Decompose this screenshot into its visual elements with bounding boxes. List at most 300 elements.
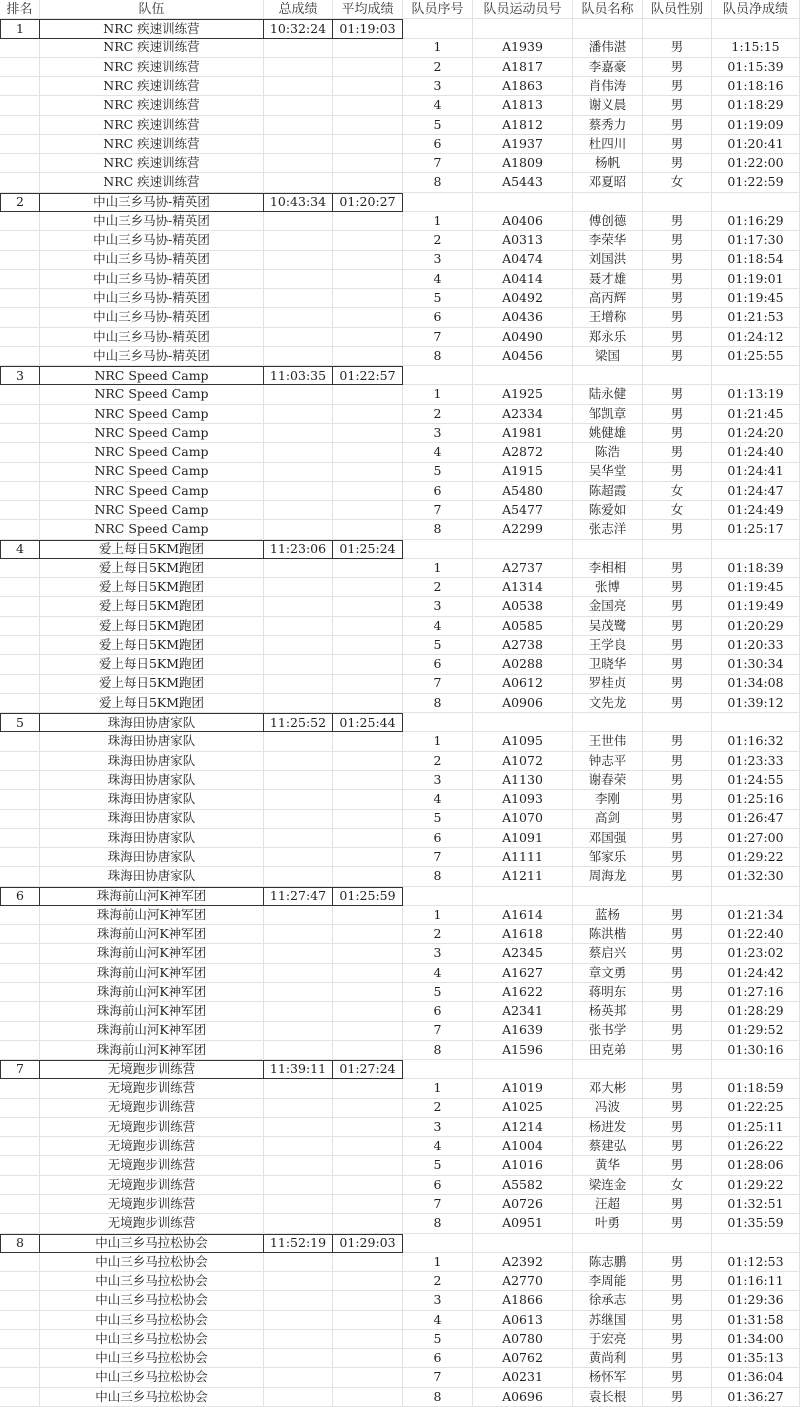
member-name-cell[interactable]: 梁国 [573,347,643,366]
member-gender-cell[interactable]: 男 [643,1214,712,1233]
member-seq-cell[interactable]: 1 [403,385,473,404]
empty-cell[interactable] [264,212,333,231]
empty-cell[interactable] [573,193,643,212]
member-team-cell[interactable]: NRC Speed Camp [40,443,264,462]
member-gender-cell[interactable]: 男 [643,694,712,713]
member-time-cell[interactable]: 01:16:29 [712,212,800,231]
empty-cell[interactable] [712,713,800,732]
team-average-time-cell[interactable]: 01:25:59 [333,887,403,906]
member-time-cell[interactable]: 01:32:30 [712,867,800,886]
member-team-cell[interactable]: 珠海前山河K神军团 [40,964,264,983]
member-name-cell[interactable]: 陈超霞 [573,482,643,501]
member-seq-cell[interactable]: 1 [403,212,473,231]
empty-cell[interactable] [264,1079,333,1098]
empty-cell[interactable] [0,1349,40,1368]
empty-cell[interactable] [333,39,403,58]
member-name-cell[interactable]: 潘伟湛 [573,39,643,58]
team-name-cell[interactable]: NRC Speed Camp [40,366,264,385]
team-total-time-cell[interactable]: 11:27:47 [264,887,333,906]
member-gender-cell[interactable]: 男 [643,925,712,944]
empty-cell[interactable] [264,1330,333,1349]
member-name-cell[interactable]: 邓夏昭 [573,173,643,192]
member-seq-cell[interactable]: 6 [403,829,473,848]
member-team-cell[interactable]: 珠海前山河K神军团 [40,944,264,963]
empty-cell[interactable] [403,1060,473,1079]
member-id-cell[interactable]: A5443 [473,173,573,192]
empty-cell[interactable] [333,501,403,520]
empty-cell[interactable] [264,925,333,944]
member-seq-cell[interactable]: 5 [403,1330,473,1349]
empty-cell[interactable] [0,385,40,404]
empty-cell[interactable] [333,347,403,366]
member-seq-cell[interactable]: 4 [403,617,473,636]
member-time-cell[interactable]: 01:36:04 [712,1368,800,1387]
member-time-cell[interactable]: 01:20:41 [712,135,800,154]
member-seq-cell[interactable]: 3 [403,1291,473,1310]
member-name-cell[interactable]: 章文勇 [573,964,643,983]
member-seq-cell[interactable]: 1 [403,39,473,58]
empty-cell[interactable] [333,829,403,848]
member-id-cell[interactable]: A1095 [473,732,573,751]
empty-cell[interactable] [0,675,40,694]
member-gender-cell[interactable]: 男 [643,732,712,751]
empty-cell[interactable] [264,347,333,366]
member-time-cell[interactable]: 01:21:53 [712,308,800,327]
member-team-cell[interactable]: NRC Speed Camp [40,424,264,443]
empty-cell[interactable] [0,1195,40,1214]
member-seq-cell[interactable]: 1 [403,1253,473,1272]
empty-cell[interactable] [333,675,403,694]
member-gender-cell[interactable]: 男 [643,270,712,289]
empty-cell[interactable] [573,19,643,38]
member-gender-cell[interactable]: 男 [643,597,712,616]
member-gender-cell[interactable]: 男 [643,1388,712,1407]
member-team-cell[interactable]: 珠海前山河K神军团 [40,1041,264,1060]
team-name-cell[interactable]: 珠海田协唐家队 [40,713,264,732]
member-gender-cell[interactable]: 男 [643,1272,712,1291]
member-name-cell[interactable]: 李刚 [573,790,643,809]
header-avg[interactable]: 平均成绩 [333,0,403,19]
empty-cell[interactable] [333,289,403,308]
member-gender-cell[interactable]: 男 [643,135,712,154]
member-gender-cell[interactable]: 男 [643,559,712,578]
member-id-cell[interactable]: A0726 [473,1195,573,1214]
empty-cell[interactable] [264,1214,333,1233]
member-seq-cell[interactable]: 5 [403,116,473,135]
member-name-cell[interactable]: 田克弟 [573,1041,643,1060]
empty-cell[interactable] [333,231,403,250]
empty-cell[interactable] [473,1060,573,1079]
member-team-cell[interactable]: NRC Speed Camp [40,405,264,424]
empty-cell[interactable] [0,810,40,829]
member-gender-cell[interactable]: 女 [643,173,712,192]
member-time-cell[interactable]: 01:24:55 [712,771,800,790]
header-member-name[interactable]: 队员名称 [573,0,643,19]
empty-cell[interactable] [712,1060,800,1079]
member-team-cell[interactable]: 无境跑步训练营 [40,1176,264,1195]
empty-cell[interactable] [0,520,40,539]
member-id-cell[interactable]: A1111 [473,848,573,867]
empty-cell[interactable] [403,19,473,38]
member-time-cell[interactable]: 01:19:45 [712,289,800,308]
member-team-cell[interactable]: 无境跑步训练营 [40,1195,264,1214]
member-name-cell[interactable]: 李嘉豪 [573,58,643,77]
member-id-cell[interactable]: A2341 [473,1002,573,1021]
member-time-cell[interactable]: 01:24:12 [712,328,800,347]
member-team-cell[interactable]: 珠海前山河K神军团 [40,1002,264,1021]
member-name-cell[interactable]: 邓国强 [573,829,643,848]
member-time-cell[interactable]: 01:15:39 [712,58,800,77]
member-id-cell[interactable]: A0288 [473,655,573,674]
empty-cell[interactable] [264,1137,333,1156]
empty-cell[interactable] [333,1311,403,1330]
empty-cell[interactable] [264,39,333,58]
empty-cell[interactable] [0,212,40,231]
team-total-time-cell[interactable]: 11:52:19 [264,1234,333,1253]
member-seq-cell[interactable]: 4 [403,96,473,115]
member-seq-cell[interactable]: 2 [403,231,473,250]
empty-cell[interactable] [333,405,403,424]
member-id-cell[interactable]: A0492 [473,289,573,308]
header-total[interactable]: 总成绩 [264,0,333,19]
empty-cell[interactable] [0,1041,40,1060]
empty-cell[interactable] [0,231,40,250]
member-time-cell[interactable]: 01:23:33 [712,752,800,771]
empty-cell[interactable] [643,713,712,732]
empty-cell[interactable] [333,944,403,963]
member-team-cell[interactable]: 中山三乡马协-精英团 [40,347,264,366]
empty-cell[interactable] [333,308,403,327]
empty-cell[interactable] [264,1311,333,1330]
member-gender-cell[interactable]: 女 [643,501,712,520]
empty-cell[interactable] [333,77,403,96]
member-gender-cell[interactable]: 男 [643,385,712,404]
empty-cell[interactable] [0,39,40,58]
member-id-cell[interactable]: A1622 [473,983,573,1002]
member-gender-cell[interactable]: 男 [643,771,712,790]
member-name-cell[interactable]: 陈洪楷 [573,925,643,944]
empty-cell[interactable] [0,443,40,462]
member-team-cell[interactable]: 中山三乡马拉松协会 [40,1388,264,1407]
member-time-cell[interactable]: 01:24:40 [712,443,800,462]
empty-cell[interactable] [0,1079,40,1098]
team-rank-cell[interactable]: 6 [0,887,40,906]
empty-cell[interactable] [643,366,712,385]
empty-cell[interactable] [333,1041,403,1060]
member-team-cell[interactable]: 中山三乡马协-精英团 [40,251,264,270]
member-seq-cell[interactable]: 1 [403,906,473,925]
member-seq-cell[interactable]: 6 [403,1176,473,1195]
empty-cell[interactable] [264,867,333,886]
member-seq-cell[interactable]: 6 [403,1349,473,1368]
header-member-time[interactable]: 队员净成绩 [712,0,800,19]
member-id-cell[interactable]: A1314 [473,578,573,597]
member-name-cell[interactable]: 蔡启兴 [573,944,643,963]
member-seq-cell[interactable]: 7 [403,1022,473,1041]
team-average-time-cell[interactable]: 01:22:57 [333,366,403,385]
member-seq-cell[interactable]: 7 [403,1368,473,1387]
empty-cell[interactable] [643,1060,712,1079]
empty-cell[interactable] [333,1176,403,1195]
member-gender-cell[interactable]: 男 [643,463,712,482]
empty-cell[interactable] [264,636,333,655]
member-id-cell[interactable]: A0585 [473,617,573,636]
member-team-cell[interactable]: 爱上每日5KM跑团 [40,617,264,636]
member-id-cell[interactable]: A0490 [473,328,573,347]
member-id-cell[interactable]: A5477 [473,501,573,520]
member-team-cell[interactable]: 无境跑步训练营 [40,1079,264,1098]
member-seq-cell[interactable]: 8 [403,1041,473,1060]
member-time-cell[interactable]: 01:21:34 [712,906,800,925]
member-id-cell[interactable]: A1093 [473,790,573,809]
member-gender-cell[interactable]: 男 [643,1137,712,1156]
member-team-cell[interactable]: 爱上每日5KM跑团 [40,636,264,655]
empty-cell[interactable] [712,193,800,212]
empty-cell[interactable] [0,771,40,790]
member-time-cell[interactable]: 01:19:45 [712,578,800,597]
member-time-cell[interactable]: 01:20:33 [712,636,800,655]
member-time-cell[interactable]: 01:24:41 [712,463,800,482]
member-team-cell[interactable]: 珠海前山河K神军团 [40,925,264,944]
member-gender-cell[interactable]: 男 [643,617,712,636]
member-id-cell[interactable]: A0906 [473,694,573,713]
member-gender-cell[interactable]: 男 [643,212,712,231]
member-gender-cell[interactable]: 男 [643,578,712,597]
empty-cell[interactable] [264,655,333,674]
empty-cell[interactable] [264,790,333,809]
header-member-gender[interactable]: 队员性别 [643,0,712,19]
member-gender-cell[interactable]: 男 [643,116,712,135]
member-time-cell[interactable]: 01:27:00 [712,829,800,848]
member-time-cell[interactable]: 01:23:02 [712,944,800,963]
member-id-cell[interactable]: A0762 [473,1349,573,1368]
empty-cell[interactable] [403,366,473,385]
empty-cell[interactable] [0,925,40,944]
empty-cell[interactable] [333,443,403,462]
member-time-cell[interactable]: 01:29:22 [712,848,800,867]
member-team-cell[interactable]: 珠海田协唐家队 [40,790,264,809]
member-gender-cell[interactable]: 男 [643,1041,712,1060]
member-name-cell[interactable]: 邹家乐 [573,848,643,867]
empty-cell[interactable] [333,212,403,231]
member-gender-cell[interactable]: 男 [643,251,712,270]
team-total-time-cell[interactable]: 11:25:52 [264,713,333,732]
member-name-cell[interactable]: 杨进发 [573,1118,643,1137]
member-team-cell[interactable]: 无境跑步训练营 [40,1214,264,1233]
member-time-cell[interactable]: 01:22:59 [712,173,800,192]
team-name-cell[interactable]: 中山三乡马拉松协会 [40,1234,264,1253]
member-id-cell[interactable]: A0538 [473,597,573,616]
empty-cell[interactable] [0,732,40,751]
member-name-cell[interactable]: 黄华 [573,1156,643,1175]
member-team-cell[interactable]: NRC 疾速训练营 [40,173,264,192]
empty-cell[interactable] [0,135,40,154]
team-average-time-cell[interactable]: 01:20:27 [333,193,403,212]
member-team-cell[interactable]: 珠海田协唐家队 [40,810,264,829]
member-team-cell[interactable]: 无境跑步训练营 [40,1099,264,1118]
member-time-cell[interactable]: 01:18:59 [712,1079,800,1098]
empty-cell[interactable] [264,1368,333,1387]
empty-cell[interactable] [264,1195,333,1214]
empty-cell[interactable] [0,964,40,983]
member-gender-cell[interactable]: 男 [643,308,712,327]
empty-cell[interactable] [712,540,800,559]
member-name-cell[interactable]: 杨英邦 [573,1002,643,1021]
member-id-cell[interactable]: A1596 [473,1041,573,1060]
member-name-cell[interactable]: 李相相 [573,559,643,578]
empty-cell[interactable] [264,1176,333,1195]
member-team-cell[interactable]: 中山三乡马协-精英团 [40,231,264,250]
empty-cell[interactable] [333,1291,403,1310]
member-name-cell[interactable]: 姚健雄 [573,424,643,443]
empty-cell[interactable] [264,1272,333,1291]
member-gender-cell[interactable]: 男 [643,520,712,539]
member-id-cell[interactable]: A0436 [473,308,573,327]
member-team-cell[interactable]: 珠海田协唐家队 [40,829,264,848]
empty-cell[interactable] [333,1253,403,1272]
member-time-cell[interactable]: 01:18:39 [712,559,800,578]
empty-cell[interactable] [0,617,40,636]
empty-cell[interactable] [0,655,40,674]
member-seq-cell[interactable]: 3 [403,1118,473,1137]
member-time-cell[interactable]: 01:13:19 [712,385,800,404]
member-seq-cell[interactable]: 7 [403,328,473,347]
empty-cell[interactable] [264,385,333,404]
empty-cell[interactable] [264,1349,333,1368]
empty-cell[interactable] [473,366,573,385]
member-time-cell[interactable]: 01:36:27 [712,1388,800,1407]
member-time-cell[interactable]: 01:19:01 [712,270,800,289]
empty-cell[interactable] [333,694,403,713]
empty-cell[interactable] [473,193,573,212]
member-gender-cell[interactable]: 男 [643,1349,712,1368]
empty-cell[interactable] [264,308,333,327]
team-rank-cell[interactable]: 4 [0,540,40,559]
member-seq-cell[interactable]: 3 [403,771,473,790]
member-gender-cell[interactable]: 男 [643,1079,712,1098]
member-time-cell[interactable]: 01:25:11 [712,1118,800,1137]
member-seq-cell[interactable]: 7 [403,1195,473,1214]
empty-cell[interactable] [264,732,333,751]
team-name-cell[interactable]: 珠海前山河K神军团 [40,887,264,906]
empty-cell[interactable] [0,289,40,308]
member-id-cell[interactable]: A1214 [473,1118,573,1137]
empty-cell[interactable] [0,328,40,347]
empty-cell[interactable] [333,482,403,501]
empty-cell[interactable] [473,19,573,38]
member-name-cell[interactable]: 刘国洪 [573,251,643,270]
member-gender-cell[interactable]: 男 [643,1368,712,1387]
empty-cell[interactable] [0,1214,40,1233]
empty-cell[interactable] [333,1118,403,1137]
member-time-cell[interactable]: 01:24:47 [712,482,800,501]
empty-cell[interactable] [712,19,800,38]
member-seq-cell[interactable]: 3 [403,424,473,443]
empty-cell[interactable] [264,1388,333,1407]
member-time-cell[interactable]: 01:26:22 [712,1137,800,1156]
member-time-cell[interactable]: 01:16:11 [712,1272,800,1291]
member-name-cell[interactable]: 高剑 [573,810,643,829]
member-name-cell[interactable]: 蒋明东 [573,983,643,1002]
empty-cell[interactable] [264,1022,333,1041]
member-time-cell[interactable]: 01:22:25 [712,1099,800,1118]
member-team-cell[interactable]: 中山三乡马拉松协会 [40,1272,264,1291]
empty-cell[interactable] [0,1253,40,1272]
member-team-cell[interactable]: 中山三乡马拉松协会 [40,1291,264,1310]
empty-cell[interactable] [264,617,333,636]
member-time-cell[interactable]: 01:18:29 [712,96,800,115]
member-team-cell[interactable]: 无境跑步训练营 [40,1156,264,1175]
member-seq-cell[interactable]: 7 [403,154,473,173]
member-time-cell[interactable]: 01:25:55 [712,347,800,366]
member-seq-cell[interactable]: 4 [403,443,473,462]
member-time-cell[interactable]: 01:12:53 [712,1253,800,1272]
empty-cell[interactable] [0,1137,40,1156]
member-seq-cell[interactable]: 7 [403,675,473,694]
member-time-cell[interactable]: 01:29:52 [712,1022,800,1041]
empty-cell[interactable] [333,559,403,578]
member-gender-cell[interactable]: 男 [643,1253,712,1272]
member-name-cell[interactable]: 钟志平 [573,752,643,771]
member-name-cell[interactable]: 卫晓华 [573,655,643,674]
member-time-cell[interactable]: 01:35:59 [712,1214,800,1233]
empty-cell[interactable] [264,906,333,925]
empty-cell[interactable] [0,578,40,597]
member-seq-cell[interactable]: 5 [403,289,473,308]
empty-cell[interactable] [264,96,333,115]
empty-cell[interactable] [333,96,403,115]
member-name-cell[interactable]: 王学良 [573,636,643,655]
member-id-cell[interactable]: A0613 [473,1311,573,1330]
member-seq-cell[interactable]: 5 [403,1156,473,1175]
member-name-cell[interactable]: 张志洋 [573,520,643,539]
member-id-cell[interactable]: A1809 [473,154,573,173]
member-team-cell[interactable]: NRC Speed Camp [40,463,264,482]
member-id-cell[interactable]: A1627 [473,964,573,983]
empty-cell[interactable] [0,1330,40,1349]
member-gender-cell[interactable]: 女 [643,482,712,501]
empty-cell[interactable] [403,713,473,732]
member-name-cell[interactable]: 傅创德 [573,212,643,231]
member-seq-cell[interactable]: 8 [403,1388,473,1407]
member-id-cell[interactable]: A1614 [473,906,573,925]
empty-cell[interactable] [403,1234,473,1253]
member-name-cell[interactable]: 苏继国 [573,1311,643,1330]
member-gender-cell[interactable]: 男 [643,58,712,77]
member-gender-cell[interactable]: 男 [643,405,712,424]
member-id-cell[interactable]: A1004 [473,1137,573,1156]
empty-cell[interactable] [333,906,403,925]
empty-cell[interactable] [0,790,40,809]
member-name-cell[interactable]: 于宏亮 [573,1330,643,1349]
member-seq-cell[interactable]: 4 [403,1137,473,1156]
empty-cell[interactable] [333,617,403,636]
member-team-cell[interactable]: NRC Speed Camp [40,482,264,501]
member-name-cell[interactable]: 陈浩 [573,443,643,462]
empty-cell[interactable] [0,867,40,886]
member-gender-cell[interactable]: 男 [643,675,712,694]
member-id-cell[interactable]: A1618 [473,925,573,944]
empty-cell[interactable] [264,501,333,520]
member-time-cell[interactable]: 01:22:40 [712,925,800,944]
empty-cell[interactable] [264,1253,333,1272]
member-id-cell[interactable]: A1016 [473,1156,573,1175]
member-seq-cell[interactable]: 5 [403,463,473,482]
member-seq-cell[interactable]: 2 [403,925,473,944]
empty-cell[interactable] [264,1291,333,1310]
empty-cell[interactable] [333,520,403,539]
member-time-cell[interactable]: 01:21:45 [712,405,800,424]
